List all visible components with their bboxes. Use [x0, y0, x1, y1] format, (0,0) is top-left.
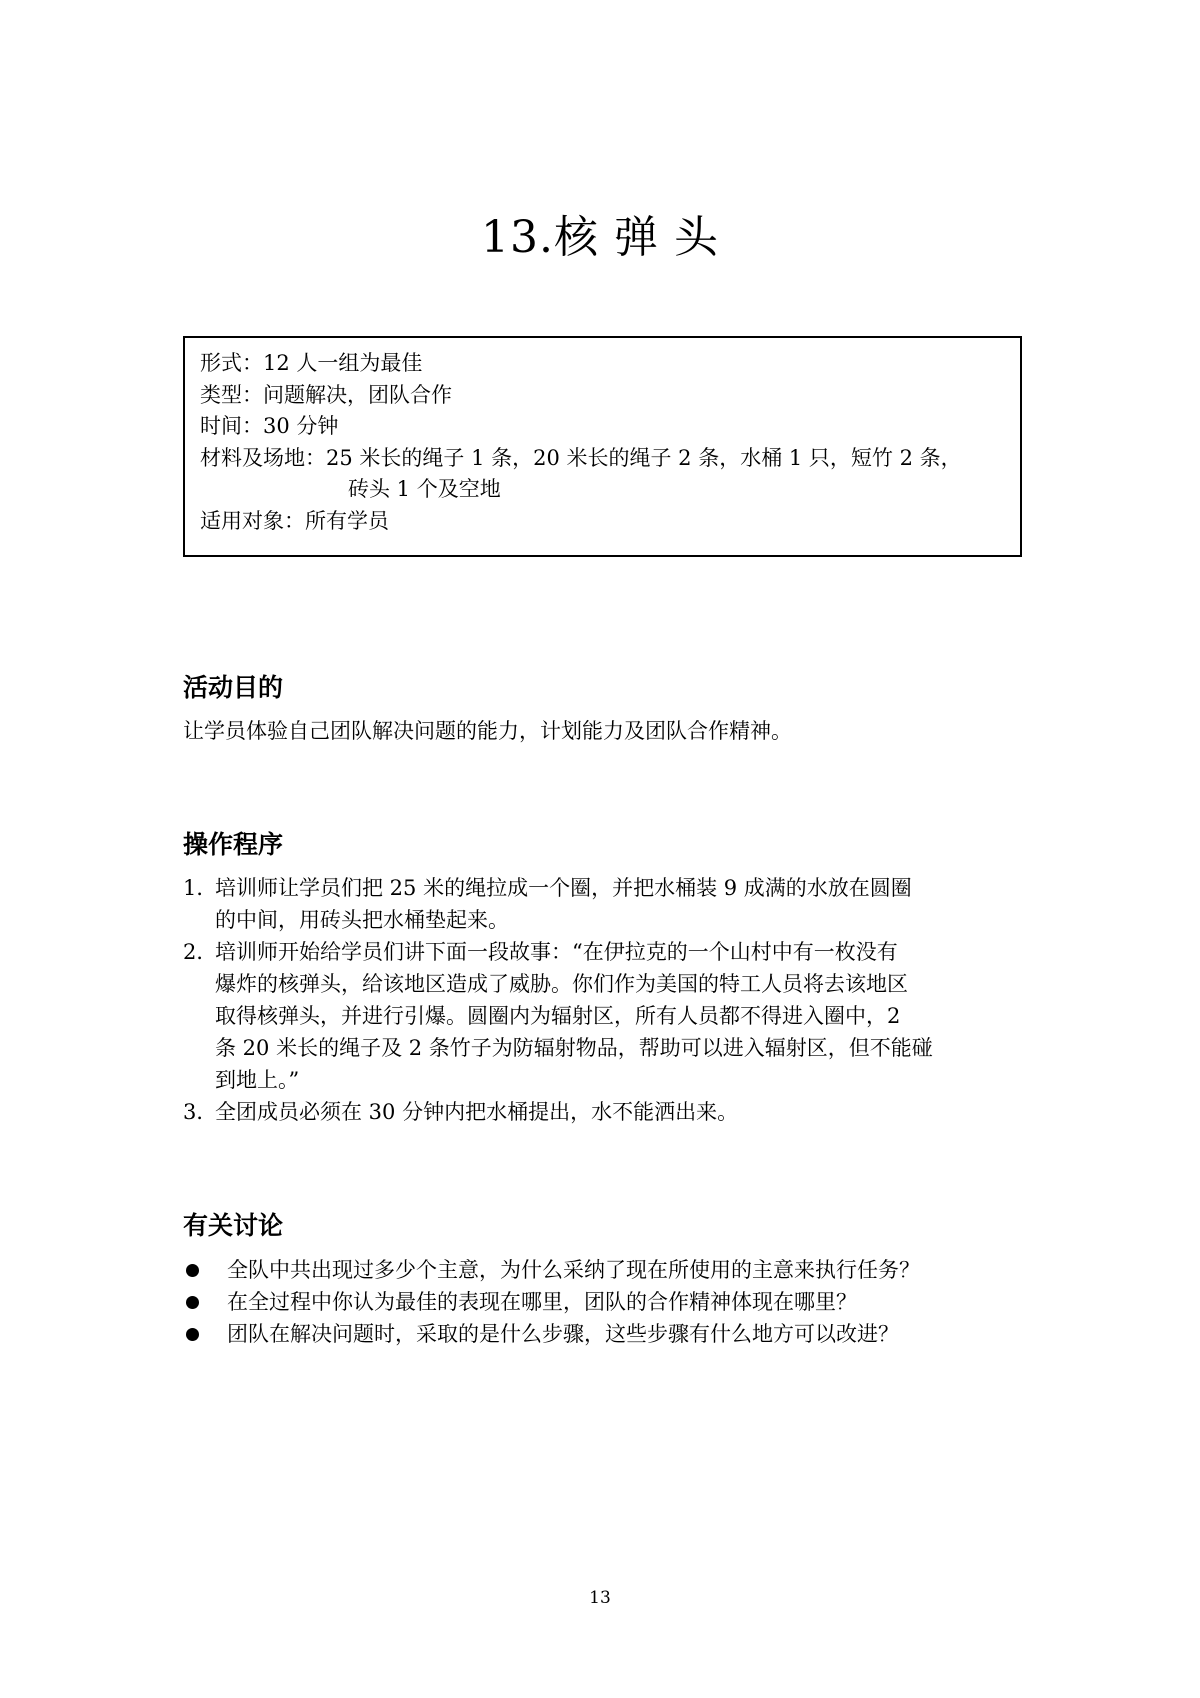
procedure-heading: 操作程序 — [183, 830, 284, 859]
info-type: 类型：问题解决，团队合作 — [200, 382, 452, 407]
step-text-line: 的中间，用砖头把水桶垫起来。 — [215, 908, 509, 932]
bullet-dot-icon — [186, 1296, 199, 1309]
info-audience: 适用对象：所有学员 — [200, 508, 389, 533]
objective-heading: 活动目的 — [183, 673, 284, 702]
procedure-step — [183, 1096, 1028, 1128]
procedure-step — [183, 872, 1028, 936]
info-materials: 材料及场地：25 米长的绳子 1 条，20 米长的绳子 2 条，水桶 1 只，短竹 2 条， — [200, 445, 962, 470]
discussion-item-text: 在全过程中你认为最佳的表现在哪里，团队的合作精神体现在哪里？ — [227, 1290, 857, 1314]
discussion-item — [183, 1318, 1028, 1350]
step-text-line: 到地上。” — [215, 1068, 300, 1092]
step-number: 2． — [183, 940, 218, 964]
step-text-line: 培训师让学员们把 25 米的绳拉成一个圈，并把水桶装 9 成满的水放在圆圈 — [215, 876, 912, 900]
step-number: 3． — [183, 1100, 218, 1124]
info-materials-continued: 砖头 1 个及空地 — [348, 477, 501, 501]
info-box — [183, 336, 1022, 557]
discussion-heading: 有关讨论 — [183, 1211, 284, 1240]
discussion-list — [183, 1254, 1028, 1350]
objective-text: 让学员体验自己团队解决问题的能力，计划能力及团队合作精神。 — [183, 719, 792, 743]
step-text-line: 条 20 米长的绳子及 2 条竹子为防辐射物品，帮助可以进入辐射区，但不能碰 — [215, 1036, 933, 1060]
discussion-item — [183, 1254, 1028, 1286]
step-text-line: 取得核弹头，并进行引爆。圆圈内为辐射区，所有人员都不得进入圈中，2 — [215, 1004, 901, 1028]
info-time: 时间：30 分钟 — [200, 414, 339, 438]
info-form: 形式：12 人一组为最佳 — [200, 351, 423, 375]
discussion-item-text: 全队中共出现过多少个主意，为什么采纳了现在所使用的主意来执行任务？ — [227, 1258, 920, 1282]
page-number: 13 — [589, 1588, 611, 1608]
step-text-line: 培训师开始给学员们讲下面一段故事：“在伊拉克的一个山村中有一枚没有 — [215, 940, 898, 964]
step-number: 1． — [183, 876, 218, 900]
procedure-step — [183, 936, 1028, 1096]
discussion-item — [183, 1286, 1028, 1318]
procedure-steps — [183, 872, 1028, 1128]
discussion-item-text: 团队在解决问题时，采取的是什么步骤，这些步骤有什么地方可以改进？ — [227, 1322, 899, 1346]
step-text-line: 全团成员必须在 30 分钟内把水桶提出，水不能洒出来。 — [215, 1100, 739, 1124]
bullet-dot-icon — [186, 1328, 199, 1341]
bullet-dot-icon — [186, 1264, 199, 1277]
page-title: 13.核 弹 头 — [481, 212, 719, 263]
step-text-line: 爆炸的核弹头，给该地区造成了威胁。你们作为美国的特工人员将去该地区 — [215, 972, 908, 996]
